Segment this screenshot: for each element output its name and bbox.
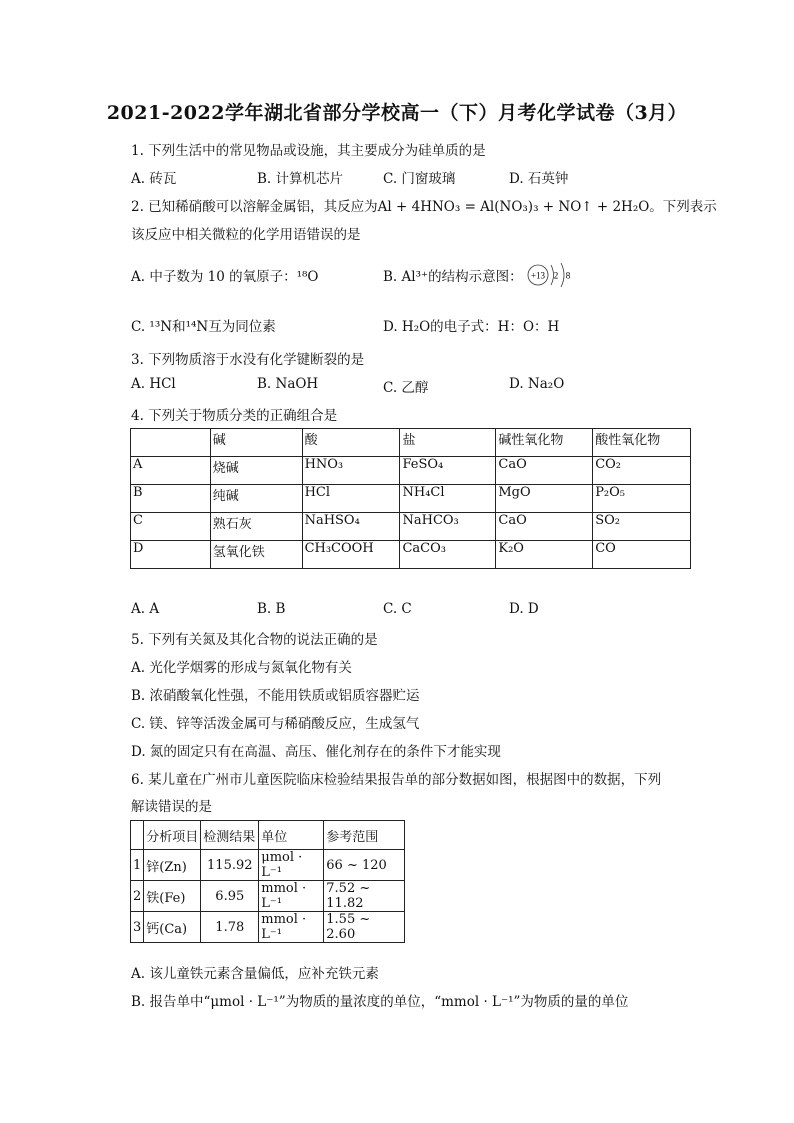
q2-option-d: D. H₂O的电子式：H：O：H — [383, 319, 560, 335]
table-cell: D — [131, 541, 211, 569]
table-cell: HNO₃ — [302, 457, 400, 485]
table-cell: 纯碱 — [210, 485, 302, 513]
atom-shell2-label: 8 — [565, 270, 571, 280]
table-cell: NaHSO₄ — [302, 513, 400, 541]
table-header-cell: 碱性氧化物 — [496, 429, 593, 457]
q6-option-b: B. 报告单中“μmol · L⁻¹”为物质的量浓度的单位，“mmol · L⁻¹”为物质的量的单位 — [131, 994, 629, 1010]
table-cell: 钙(Ca) — [144, 912, 201, 943]
table-header-cell — [131, 429, 211, 457]
q5-option-a: A. 光化学烟雾的形成与氮氧化物有关 — [131, 660, 352, 676]
table-header-row — [131, 821, 405, 850]
al-ion-structure-diagram — [527, 261, 575, 289]
q1-option-d: D. 石英钟 — [509, 171, 569, 187]
table-cell: 66 ~ 120 — [324, 850, 405, 881]
table-cell: mmol · L⁻¹ — [259, 912, 324, 943]
table-cell: CaO — [496, 457, 593, 485]
question-3-stem: 3. 下列物质溶于水没有化学键断裂的是 — [131, 352, 365, 368]
table-cell: μmol · L⁻¹ — [259, 850, 324, 881]
question-2-stem-line1: 2. 已知稀硝酸可以溶解金属铝，其反应为Al + 4HNO₃ = Al(NO₃)₃ + NO↑ + 2H₂O。下列表示 — [131, 199, 717, 215]
question-6-stem-line1: 6. 某儿童在广州市儿童医院临床检验结果报告单的部分数据如图，根据图中的数据，下列 — [131, 772, 662, 788]
table-cell: MgO — [496, 485, 593, 513]
table-header-cell: 检测结果 — [201, 821, 259, 850]
table-row — [131, 513, 691, 541]
q4-option-b: B. B — [257, 601, 286, 617]
table-cell: NaHCO₃ — [400, 513, 496, 541]
table-cell: 6.95 — [201, 881, 259, 912]
q3-option-a: A. HCl — [131, 376, 176, 392]
table-header-cell: 分析项目 — [144, 821, 201, 850]
table-header-cell: 酸 — [302, 429, 400, 457]
q1-option-c: C. 门窗玻璃 — [383, 171, 456, 187]
table-row — [131, 912, 405, 943]
table-cell: P₂O₅ — [593, 485, 691, 513]
table-header-cell: 盐 — [400, 429, 496, 457]
q6-option-a: A. 该儿童铁元素含量偏低，应补充铁元素 — [131, 966, 379, 982]
table-row — [131, 541, 691, 569]
q3-option-c: C. 乙醇 — [383, 380, 429, 396]
table-cell: NH₄Cl — [400, 485, 496, 513]
table-cell: FeSO₄ — [400, 457, 496, 485]
question-6-stem-line2: 解读错误的是 — [131, 799, 212, 815]
q5-option-d: D. 氮的固定只有在高温、高压、催化剂存在的条件下才能实现 — [131, 744, 501, 760]
question-5-stem: 5. 下列有关氮及其化合物的说法正确的是 — [131, 632, 378, 648]
q3-option-d: D. Na₂O — [509, 376, 565, 392]
exam-title: 2021-2022学年湖北省部分学校高一（下）月考化学试卷（3月） — [106, 102, 688, 124]
table-cell: 烧碱 — [210, 457, 302, 485]
table-cell: K₂O — [496, 541, 593, 569]
table-row — [131, 457, 691, 485]
table-header-cell: 酸性氧化物 — [593, 429, 691, 457]
classification-table — [130, 428, 691, 569]
q2-option-b — [383, 265, 575, 289]
q1-option-b: B. 计算机芯片 — [257, 171, 344, 187]
q2-option-a: A. 中子数为 10 的氧原子：¹⁸O — [131, 269, 319, 285]
q1-option-a: A. 砖瓦 — [131, 171, 177, 187]
q2-option-b-label: B. Al³⁺的结构示意图： — [383, 269, 523, 285]
table-row — [131, 881, 405, 912]
table-cell: mmol · L⁻¹ — [259, 881, 324, 912]
table-cell: 1 — [131, 850, 144, 881]
q4-option-c: C. C — [383, 601, 412, 617]
table-header-cell: 参考范围 — [324, 821, 405, 850]
q3-option-b: B. NaOH — [257, 376, 319, 392]
table-cell: HCl — [302, 485, 400, 513]
table-row — [131, 485, 691, 513]
table-header-cell — [131, 821, 144, 850]
table-cell: CO — [593, 541, 691, 569]
table-cell: 锌(Zn) — [144, 850, 201, 881]
table-cell: 2 — [131, 881, 144, 912]
atom-shell1-label: 2 — [553, 270, 559, 280]
table-cell: 1.55 ~ 2.60 — [324, 912, 405, 943]
table-row — [131, 850, 405, 881]
table-cell: A — [131, 457, 211, 485]
table-cell: C — [131, 513, 211, 541]
table-cell: B — [131, 485, 211, 513]
table-cell: 氢氧化铁 — [210, 541, 302, 569]
table-cell: CH₃COOH — [302, 541, 400, 569]
question-4-stem: 4. 下列关于物质分类的正确组合是 — [131, 408, 338, 424]
table-cell: SO₂ — [593, 513, 691, 541]
table-cell: 1.78 — [201, 912, 259, 943]
table-header-cell: 碱 — [210, 429, 302, 457]
lab-report-table — [130, 820, 405, 943]
table-cell: CaO — [496, 513, 593, 541]
q5-option-b: B. 浓硝酸氧化性强，不能用铁质或铝质容器贮运 — [131, 688, 420, 704]
table-header-row — [131, 429, 691, 457]
table-cell: CO₂ — [593, 457, 691, 485]
q2-option-c: C. ¹³N和¹⁴N互为同位素 — [131, 319, 276, 335]
question-1-stem: 1. 下列生活中的常见物品或设施，其主要成分为硅单质的是 — [131, 143, 486, 159]
atom-nucleus-label: +13 — [530, 270, 545, 280]
table-cell: 115.92 — [201, 850, 259, 881]
table-cell: 7.52 ~ 11.82 — [324, 881, 405, 912]
table-cell: 熟石灰 — [210, 513, 302, 541]
question-2-stem-line2: 该反应中相关微粒的化学用语错误的是 — [131, 227, 361, 243]
q4-option-a: A. A — [131, 601, 160, 617]
table-cell: CaCO₃ — [400, 541, 496, 569]
table-cell: 3 — [131, 912, 144, 943]
table-cell: 铁(Fe) — [144, 881, 201, 912]
q5-option-c: C. 镁、锌等活泼金属可与稀硝酸反应，生成氢气 — [131, 716, 420, 732]
q4-option-d: D. D — [509, 601, 539, 617]
table-header-cell: 单位 — [259, 821, 324, 850]
